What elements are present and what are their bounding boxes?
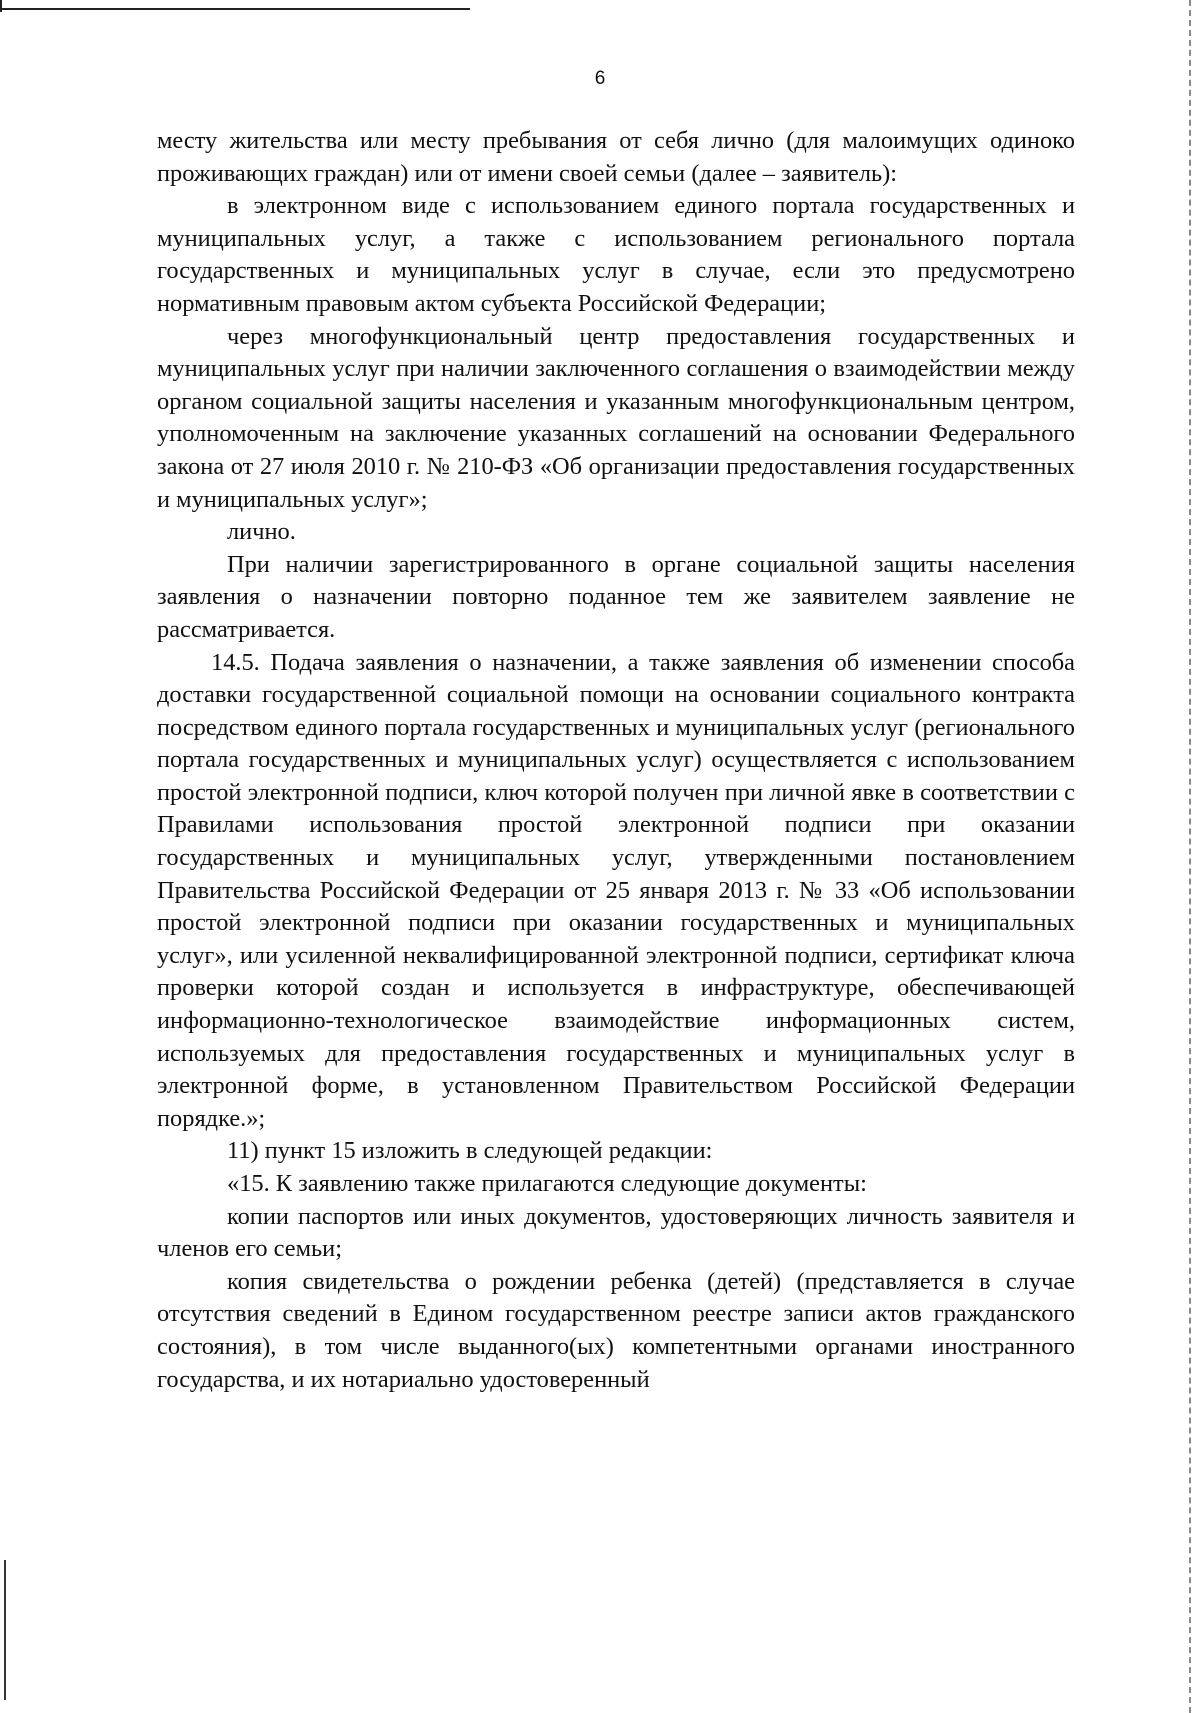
paragraph-passport-copies: копии паспортов или иных документов, удостоверяющих личность заявителя и членов его семьи; xyxy=(157,1202,1075,1263)
page-number: 6 xyxy=(594,68,606,89)
scan-artifact-right-edge xyxy=(1189,0,1191,1713)
paragraph-15-heading: «15. К заявлению также прилагаются следующие документы: xyxy=(227,1170,867,1197)
scan-artifact-top-line xyxy=(0,8,470,10)
paragraph-mfc: через многофункциональный центр предоставления государственных и муниципальных услуг при наличии заключенного соглашения о взаимодействии между органом социальной защиты населения и указанным многофункциональным центром, уполномоченным на заключение указанных соглашений на основании Федерального закона от 27 июля 2010 г. № 210-ФЗ «Об организации предоставления государственных и муниципальных услуг»; xyxy=(157,322,1075,513)
paragraph-item-11: 11) пункт 15 изложить в следующей редакции: xyxy=(227,1137,713,1165)
document-body xyxy=(157,125,1075,1396)
paragraph-in-person: лично. xyxy=(227,518,296,546)
scan-artifact-left-mark xyxy=(4,1560,6,1700)
paragraph-applicant-definition: месту жительства или месту пребывания от себя лично (для малоимущих одиноко проживающих граждан) или от имени своей семьи (далее – заявитель): xyxy=(157,127,1075,187)
paragraph-repeat-application: При наличии зарегистрированного в органе социальной защиты населения заявления о назначении повторно поданное тем же заявителем заявление не рассматривается. xyxy=(157,550,1075,643)
paragraph-electronic-form: в электронном виде с использованием единого портала государственных и муниципальных услуг, а также с использованием регионального портала государственных и муниципальных услуг в случае, если это предусмотрено нормативным правовым актом субъекта Российской Федерации; xyxy=(157,192,1075,317)
paragraph-birth-certificate: копия свидетельства о рождении ребенка (детей) (представляется в случае отсутствия сведений в Едином государственном реестре записи актов гражданского состояния), в том числе выданного(ых) компетентными органами иностранного государства, и их нотариально удостоверенный xyxy=(157,1267,1075,1393)
paragraph-14-5: 14.5. Подача заявления о назначении, а также заявления об изменении способа доставки государственной социальной помощи на основании социального контракта посредством единого портала государственных и муниципальных услуг (регионального портала государственных и муниципальных услуг) осуществляется с использованием простой электронной подписи, ключ которой получен при личной явке в соответствии с Правилами использования простой электронной подписи при оказании государственных и муниципальных услуг, утвержденными постановлением Правительства Российской Федерации от 25 января 2013 г. № 33 «Об использовании простой электронной подписи при оказании государственных и муниципальных услуг», или усиленной неквалифицированной электронной подписи, сертификат ключа проверки которой создан и используется в инфраструктуре, обеспечивающей информационно-технологическое взаимодействие информационных систем, используемых для предоставления государственных и муниципальных услуг в электронной форме, в установленном Правительством Российской Федерации порядке.»; xyxy=(157,648,1075,1132)
scan-artifact-top-left xyxy=(0,0,2,12)
